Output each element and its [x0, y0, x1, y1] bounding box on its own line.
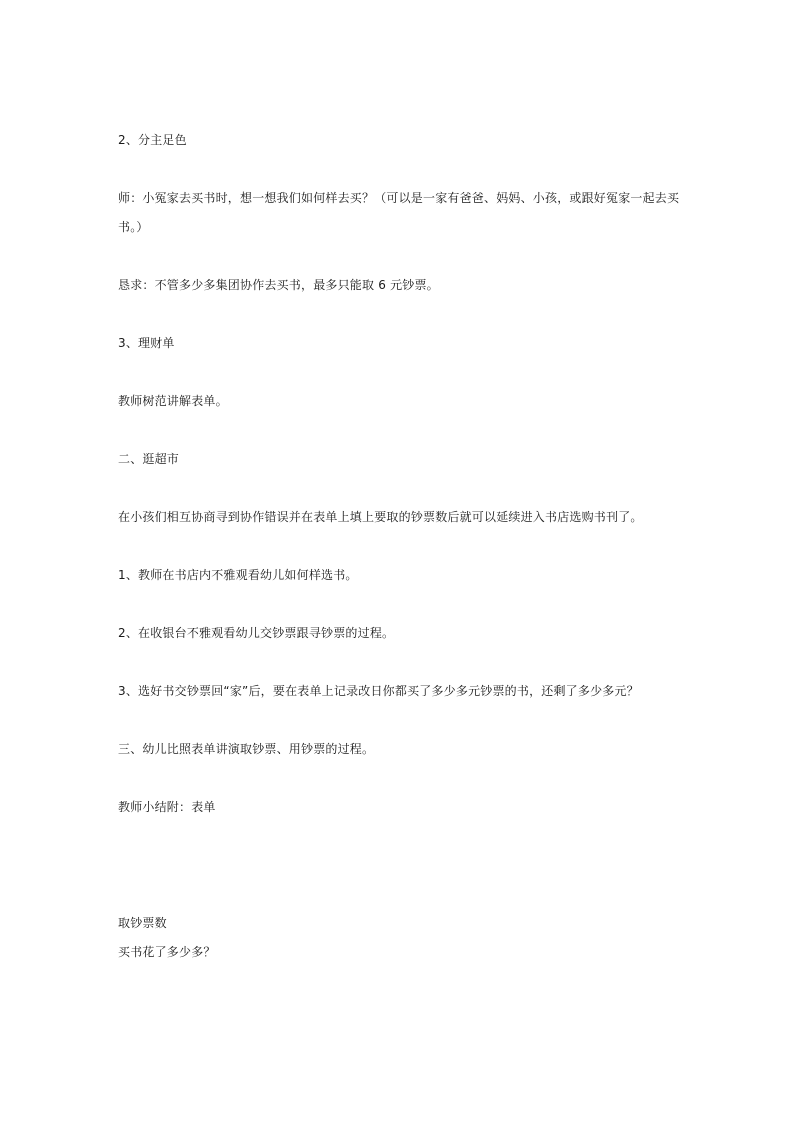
paragraph-teacher-question-cont: 书。） — [118, 220, 149, 234]
form-label-spent-amount: 买书花了多少多？ — [118, 945, 216, 959]
paragraph-summary: 教师小结附：表单 — [118, 800, 216, 814]
list-item-observe-selection: 1、教师在书店内不雅观看幼儿如何样选书。 — [118, 568, 358, 582]
section-heading-roles: 2、分主足色 — [118, 133, 187, 147]
paragraph-teacher-question: 师：小冤家去买书时，想一想我们如何样去买？（可以是一家有爸爸、妈妈、小孩，或跟好冤家一起去买 — [118, 191, 680, 205]
section-heading-supermarket: 二、逛超市 — [118, 452, 180, 466]
list-item-observe-checkout: 2、在收银台不雅观看幼儿交钞票跟寻钞票的过程。 — [118, 626, 395, 640]
section-heading-finance-form: 3、理财单 — [118, 336, 175, 350]
form-label-withdraw-amount: 取钞票数 — [118, 916, 167, 930]
section-heading-report: 三、幼儿比照表单讲演取钞票、用钞票的过程。 — [118, 742, 375, 756]
paragraph-teacher-demo: 教师树范讲解表单。 — [118, 394, 228, 408]
list-item-record-form: 3、选好书交钞票回“家”后，要在表单上记录改日你都买了多少多元钞票的书，还剩了多少多元？ — [118, 684, 639, 698]
paragraph-requirement: 恳求：不管多少多集团协作去买书，最多只能取 6 元钞票。 — [118, 278, 439, 292]
paragraph-children-cooperate: 在小孩们相互协商寻到协作错误并在表单上填上要取的钞票数后就可以延续进入书店选购书刊了。 — [118, 510, 643, 524]
